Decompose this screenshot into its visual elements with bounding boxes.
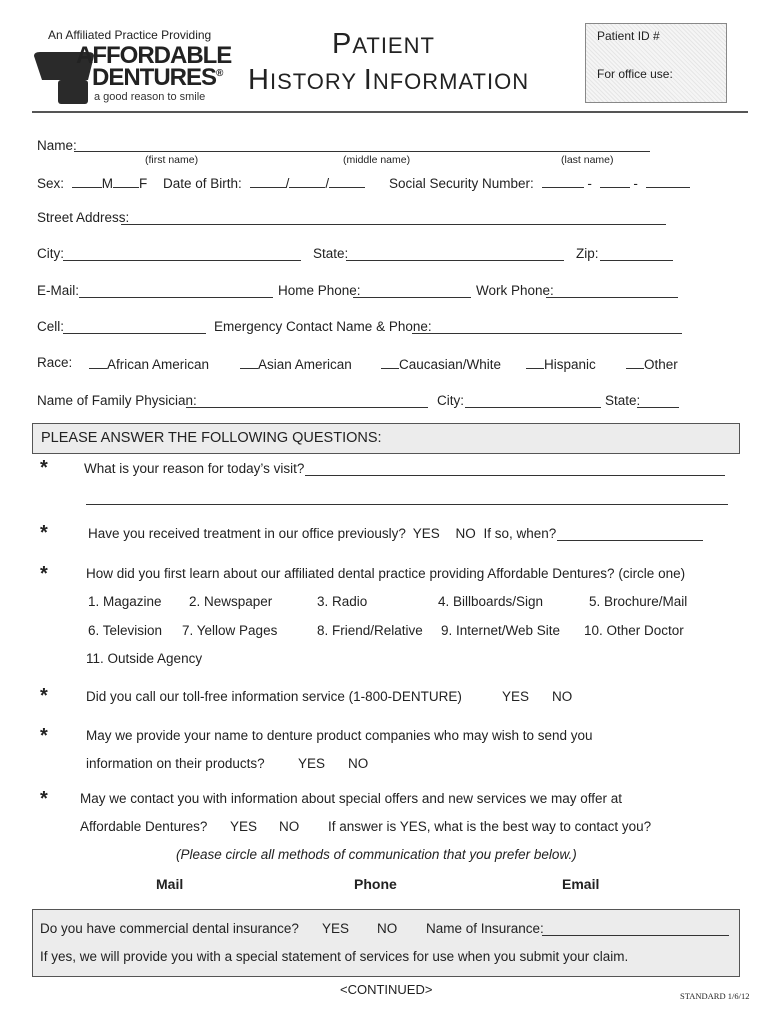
ssn-part1-input[interactable] [542, 174, 584, 188]
page-title [332, 28, 435, 61]
dob-sep-1: / [285, 176, 290, 191]
state-label: State: [313, 246, 349, 261]
physician-state-input-line[interactable] [637, 406, 679, 408]
email-input-line[interactable] [79, 296, 273, 298]
dob-sep-2: / [325, 176, 330, 191]
dob-month-input[interactable] [250, 174, 286, 188]
contact-method-email[interactable]: Email [562, 876, 600, 892]
ssn-label: Social Security Number: [389, 176, 534, 191]
name-input-line[interactable] [74, 150, 650, 152]
emergency-contact-label: Emergency Contact Name & Phone: [214, 319, 432, 334]
race-option-caucasian [381, 355, 501, 372]
q4-text: Did you call our toll-free information service (1-800-DENTURE) [86, 689, 462, 704]
ssn-sep-2: - [633, 176, 638, 191]
race-option-african-american [89, 355, 209, 372]
last-name-hint: (last name) [561, 154, 614, 166]
q1-answer-line-2[interactable] [86, 503, 728, 505]
sex-label: Sex: [37, 176, 65, 191]
q3-option-outside-agency[interactable]: 11. Outside Agency [86, 651, 203, 666]
insurance-question: Do you have commercial dental insurance? [40, 921, 299, 936]
logo-tagline-bottom: a good reason to smile [94, 91, 206, 103]
race-option-other [626, 355, 678, 372]
home-phone-input-line[interactable] [353, 296, 471, 298]
q5-text-line1: May we provide your name to denture product companies who may wish to send you [86, 728, 593, 743]
street-input-line[interactable] [121, 223, 666, 225]
physician-state-label: State: [605, 393, 641, 408]
race-label-hispanic: Hispanic [544, 357, 596, 372]
logo [32, 28, 232, 108]
race-blank-hispanic[interactable] [526, 355, 544, 369]
q4-no-option[interactable]: NO [552, 689, 573, 704]
insurance-no-option[interactable]: NO [377, 921, 398, 936]
cell-input-line[interactable] [63, 332, 206, 334]
race-label-caucasian: Caucasian/White [399, 357, 502, 372]
physician-city-input-line[interactable] [465, 406, 601, 408]
questions-header-box [32, 423, 740, 454]
cell-label: Cell: [37, 319, 65, 334]
q6-followup-text: If answer is YES, what is the best way to contact you? [328, 819, 652, 834]
title-rest-nformation: NFORMATION [372, 69, 530, 94]
email-label: E-Mail: [37, 283, 80, 298]
logo-brand-line2-text: DENTURES [92, 64, 217, 91]
city-input-line[interactable] [63, 259, 301, 261]
q6-yes-option[interactable]: YES [230, 819, 258, 834]
q3-option-newspaper[interactable]: 2. Newspaper [189, 594, 273, 609]
physician-city-label: City: [437, 393, 464, 408]
q5-yes-option[interactable]: YES [298, 756, 326, 771]
race-blank-asian-american[interactable] [240, 355, 258, 369]
form-code: STANDARD 1/6/12 [680, 991, 750, 1001]
logo-brand-line1: AFFORDABLE [76, 42, 232, 69]
logo-brand-line2 [92, 64, 222, 92]
title-rest-istory: ISTORY [269, 69, 364, 94]
q2-asterisk: * [40, 522, 48, 544]
q6-instruction: (Please circle all methods of communication that you prefer below.) [176, 847, 577, 862]
physician-label: Name of Family Physician: [37, 393, 197, 408]
race-option-hispanic [526, 355, 596, 372]
street-label: Street Address: [37, 210, 130, 225]
dob-day-input[interactable] [289, 174, 325, 188]
ssn-row [389, 174, 690, 191]
office-use-box [585, 23, 727, 103]
ssn-sep-1: - [587, 176, 592, 191]
q2-row [88, 526, 556, 541]
title-cap-h: H [248, 64, 270, 96]
q3-asterisk: * [40, 563, 48, 585]
race-label-african-american: African American [107, 357, 210, 372]
q4-asterisk: * [40, 685, 48, 707]
sex-f-label: F [139, 176, 148, 191]
ssn-part3-input[interactable] [646, 174, 690, 188]
q1-asterisk: * [40, 457, 48, 479]
q2-no-option[interactable]: NO [455, 526, 476, 541]
race-blank-caucasian[interactable] [381, 355, 399, 369]
office-use-label: For office use: [597, 67, 673, 81]
q5-text-line2: information on their products? [86, 756, 265, 771]
dob-year-input[interactable] [329, 174, 365, 188]
ssn-part2-input[interactable] [600, 174, 630, 188]
title-rest-atient: ATIENT [352, 33, 435, 58]
q5-no-option[interactable]: NO [348, 756, 369, 771]
title-cap-i: I [363, 64, 373, 96]
race-option-asian-american [240, 355, 352, 372]
contact-method-phone[interactable]: Phone [354, 876, 397, 892]
race-label: Race: [37, 355, 73, 370]
work-phone-input-line[interactable] [546, 296, 678, 298]
emergency-contact-input-line[interactable] [412, 332, 682, 334]
q3-option-billboards[interactable]: 4. Billboards/Sign [438, 594, 544, 609]
questions-header-text: PLEASE ANSWER THE FOLLOWING QUESTIONS: [41, 430, 382, 446]
logo-tagline-top: An Affiliated Practice Providing [48, 28, 212, 42]
q5-asterisk: * [40, 725, 48, 747]
state-input-line[interactable] [346, 259, 564, 261]
insurance-name-input-line[interactable] [542, 934, 729, 936]
q2-text: Have you received treatment in our office previously? [88, 526, 406, 541]
name-label: Name: [37, 138, 77, 153]
title-cap-p: P [332, 28, 353, 60]
q3-option-radio[interactable]: 3. Radio [317, 594, 368, 609]
contact-method-mail[interactable]: Mail [156, 876, 184, 892]
work-phone-label: Work Phone: [476, 283, 554, 298]
race-label-other: Other [644, 357, 678, 372]
q1-text: What is your reason for today’s visit? [84, 461, 305, 476]
home-phone-label: Home Phone: [278, 283, 361, 298]
q2-when-input-line[interactable] [557, 539, 703, 541]
q3-text: How did you first learn about our affiliated dental practice providing Affordable Dentures? (circle one) [86, 566, 686, 581]
q6-no-option[interactable]: NO [279, 819, 300, 834]
race-label-asian-american: Asian American [258, 357, 352, 372]
zip-input-line[interactable] [600, 259, 673, 261]
q3-option-television[interactable]: 6. Television [88, 623, 163, 638]
q6-asterisk: * [40, 788, 48, 810]
header-divider [32, 111, 748, 113]
q6-text-line1: May we contact you with information about special offers and new services we may offer at [80, 791, 623, 806]
sex-row [37, 174, 147, 191]
q3-option-yellow-pages[interactable]: 7. Yellow Pages [182, 623, 278, 638]
q2-when-label: If so, when? [483, 526, 557, 541]
logo-registered-mark: ® [216, 68, 223, 79]
race-blank-african-american[interactable] [89, 355, 107, 369]
q1-answer-line-1[interactable] [305, 474, 725, 476]
q3-option-internet[interactable]: 9. Internet/Web Site [441, 623, 561, 638]
sex-m-label: M [101, 176, 114, 191]
q3-option-magazine[interactable]: 1. Magazine [88, 594, 162, 609]
q3-option-friend[interactable]: 8. Friend/Relative [317, 623, 423, 638]
patient-id-label: Patient ID # [597, 29, 660, 43]
q4-yes-option[interactable]: YES [502, 689, 530, 704]
page-subtitle [248, 64, 529, 97]
physician-input-line[interactable] [186, 406, 428, 408]
insurance-note: If yes, we will provide you with a special statement of services for use when you submit your claim. [40, 949, 629, 964]
zip-label: Zip: [576, 246, 599, 261]
race-blank-other[interactable] [626, 355, 644, 369]
dob-label: Date of Birth: [163, 176, 242, 191]
city-label: City: [37, 246, 64, 261]
first-name-hint: (first name) [145, 154, 199, 166]
q3-option-other-doctor[interactable]: 10. Other Doctor [584, 623, 684, 638]
insurance-name-label: Name of Insurance: [426, 921, 544, 936]
insurance-yes-option[interactable]: YES [322, 921, 350, 936]
dob-row [163, 174, 365, 191]
continued-label: <CONTINUED> [340, 982, 433, 997]
sex-f-blank[interactable] [113, 174, 139, 188]
insurance-box [32, 909, 740, 977]
q6-text-line2: Affordable Dentures? [80, 819, 208, 834]
q3-option-brochure[interactable]: 5. Brochure/Mail [589, 594, 688, 609]
middle-name-hint: (middle name) [343, 154, 411, 166]
sex-m-blank[interactable] [72, 174, 102, 188]
q2-yes-option[interactable]: YES [412, 526, 440, 541]
